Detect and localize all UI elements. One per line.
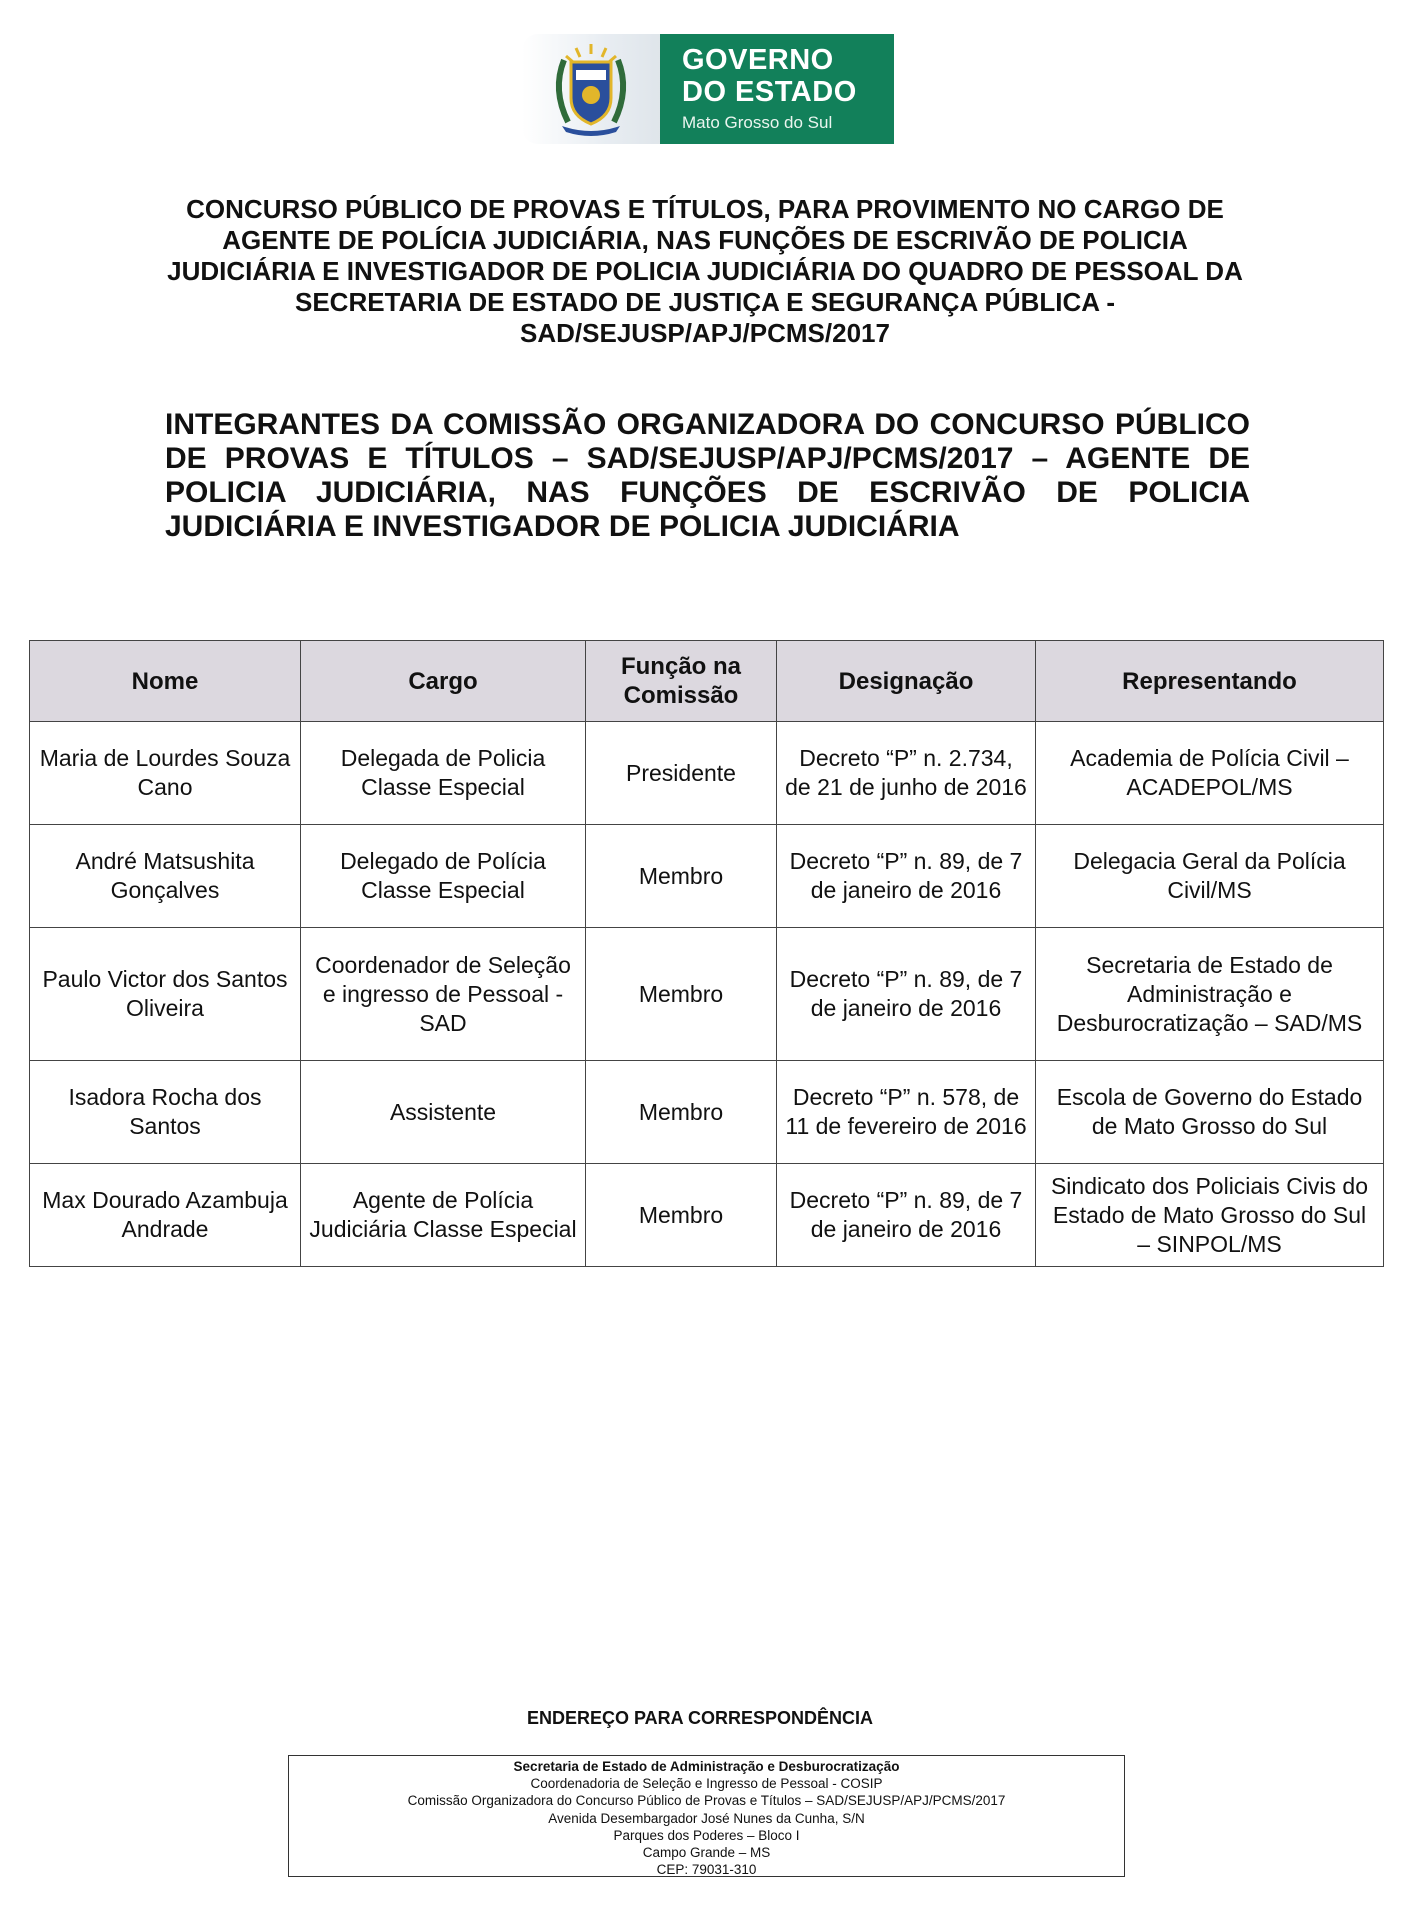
table-row [30,825,1384,928]
address-line-comissao: Comissão Organizadora do Concurso Público de Provas e Títulos – SAD/SEJUSP/APJ/PCMS/2017 [407,1793,1006,1809]
crest-background [522,34,662,144]
address-line-secretaria: Secretaria de Estado de Administração e Desburocratização [513,1759,900,1774]
cell-funcao: Presidente [586,722,777,825]
cell-designacao: Decreto “P” n. 89, de 7 de janeiro de 2016 [777,928,1036,1061]
header-designacao: Designação [777,641,1036,722]
header-cargo: Cargo [301,641,586,722]
cell-cargo: Delegada de Policia Classe Especial [301,722,586,825]
cell-representando: Escola de Governo do Estado de Mato Grosso do Sul [1036,1061,1384,1164]
cell-designacao: Decreto “P” n. 89, de 7 de janeiro de 2016 [777,825,1036,928]
address-line-parques: Parques dos Poderes – Bloco I [613,1827,800,1843]
cell-nome: Paulo Victor dos Santos Oliveira [30,928,301,1061]
cell-representando: Academia de Polícia Civil – ACADEPOL/MS [1036,722,1384,825]
cell-cargo: Delegado de Polícia Classe Especial [301,825,586,928]
table-header-row [30,641,1384,722]
address-line-avenida: Avenida Desembargador José Nunes da Cunha, S/N [548,1810,865,1826]
government-logo [522,34,894,144]
cell-designacao: Decreto “P” n. 578, de 11 de fevereiro de 2016 [777,1061,1036,1164]
address-box [288,1755,1125,1877]
document-subtitle: INTEGRANTES DA COMISSÃO ORGANIZADORA DO CONCURSO PÚBLICO DE PROVAS E TÍTULOS – SAD/SEJUSP/APJ/PCMS/2017 – AGENTE DE POLICIA JUDICIÁRIA, NAS FUNÇÕES DE ESCRIVÃO DE POLICIA JUDICIÁRIA E INVESTIGADOR DE POLICIA JUDICIÁRIA [165,408,1250,543]
cell-nome: Maria de Lourdes Souza Cano [30,722,301,825]
table-row [30,1164,1384,1267]
cell-funcao: Membro [586,928,777,1061]
header-representando: Representando [1036,641,1384,722]
table-row [30,722,1384,825]
state-coat-of-arms-icon [546,40,636,138]
table-row [30,1061,1384,1164]
cell-funcao: Membro [586,1164,777,1267]
brand-banner [660,34,894,144]
brand-line-governo: GOVERNO [682,44,834,76]
brand-line-do-estado: DO ESTADO [682,76,857,108]
brand-line-state: Mato Grosso do Sul [682,113,833,132]
address-line-cep: CEP: 79031-310 [656,1862,757,1878]
cell-funcao: Membro [586,1061,777,1164]
cell-representando: Delegacia Geral da Polícia Civil/MS [1036,825,1384,928]
cell-cargo: Coordenador de Seleção e ingresso de Pessoal - SAD [301,928,586,1061]
cell-nome: Max Dourado Azambuja Andrade [30,1164,301,1267]
cell-funcao: Membro [586,825,777,928]
address-line-cidade: Campo Grande – MS [642,1845,771,1861]
address-line-coordenadoria: Coordenadoria de Seleção e Ingresso de Pessoal - COSIP [530,1776,883,1792]
header-funcao: Função na Comissão [586,641,777,722]
cell-cargo: Agente de Polícia Judiciária Classe Especial [301,1164,586,1267]
cell-cargo: Assistente [301,1061,586,1164]
commission-table [29,640,1384,1267]
address-heading: ENDEREÇO PARA CORRESPONDÊNCIA [526,1708,874,1728]
document-title: CONCURSO PÚBLICO DE PROVAS E TÍTULOS, PARA PROVIMENTO NO CARGO DE AGENTE DE POLÍCIA JUDICIÁRIA, NAS FUNÇÕES DE ESCRIVÃO DE POLICIA JUDICIÁRIA E INVESTIGADOR DE POLICIA JUDICIÁRIA DO QUADRO DE PESSOAL DA SECRETARIA DE ESTADO DE JUSTIÇA E SEGURANÇA PÚBLICA - SAD/SEJUSP/APJ/PCMS/2017 [167,194,1243,348]
cell-designacao: Decreto “P” n. 2.734, de 21 de junho de 2016 [777,722,1036,825]
cell-nome: Isadora Rocha dos Santos [30,1061,301,1164]
cell-nome: André Matsushita Gonçalves [30,825,301,928]
cell-designacao: Decreto “P” n. 89, de 7 de janeiro de 2016 [777,1164,1036,1267]
table-row [30,928,1384,1061]
cell-representando: Secretaria de Estado de Administração e Desburocratização – SAD/MS [1036,928,1384,1061]
cell-representando: Sindicato dos Policiais Civis do Estado de Mato Grosso do Sul – SINPOL/MS [1036,1164,1384,1267]
header-nome: Nome [30,641,301,722]
